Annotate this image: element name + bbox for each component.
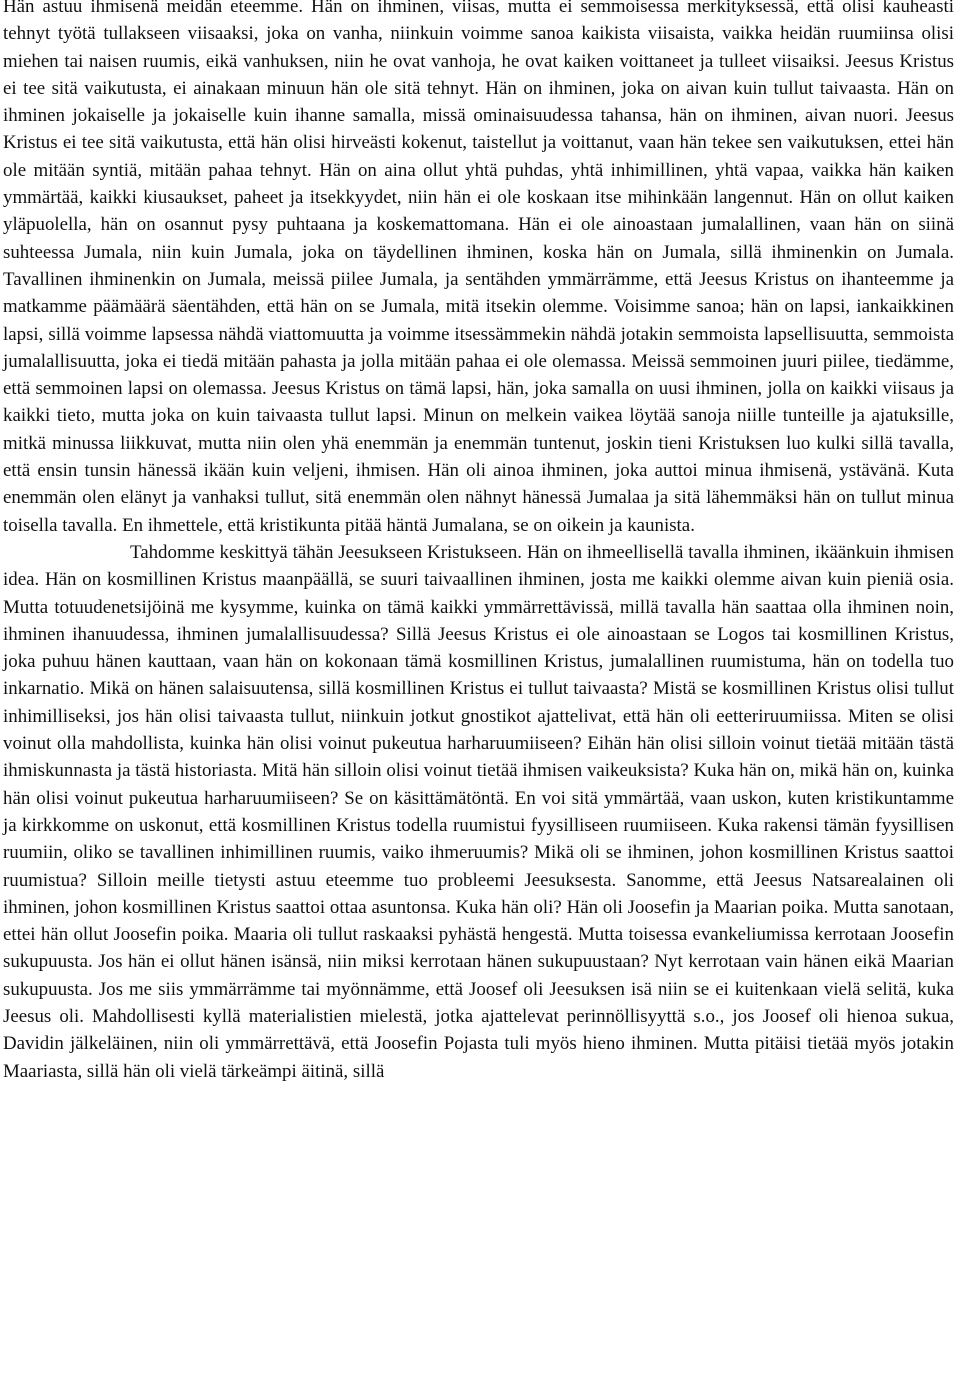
paragraph-1: Hän astuu ihmisenä meidän eteemme. Hän on ihminen, viisas, mutta ei semmoisessa merkityksessä, että olisi kauheasti tehnyt työtä tullakseen viisaaksi, joka on vanha, niinkuin voimme sanoa kaikista viisaista, vaikka heidän ruumiinsa olisi miehen tai naisen ruumis, eikä vanhuksen, niin he ovat vanhoja, he ovat kaiken voittaneet ja tulleet viisaiksi. Jeesus Kristus ei tee sitä vaikutusta, ei ainakaan minuun hän ole sitä tehnyt. Hän on ihminen, joka on aivan kuin tullut taivaasta. Hän on ihminen jokaiselle ja jokaiselle kuin ihanne samalla, missä ominaisuudessa tahansa, hän on ihminen, aivan nuori. Jeesus Kristus ei tee sitä vaikutusta, että hän olisi hirveästi kokenut, taistellut ja voittanut, vaan hän tekee sen vaikutuksen, ettei hän ole mitään syntiä, mitään pahaa tehnyt. Hän on aina ollut yhtä puhdas, yhtä inhimillinen, yhtä vapaa, vaikka hän kaiken ymmärtää, kaikki kiusaukset, paheet ja itsekkyydet, niin hän ei ole koskaan itse mihinkään langennut. Hän on ollut kaiken yläpuolella, hän on osannut pysy puhtaana ja koskemattomana. Hän ei ole ainoastaan jumalallinen, vaan hän on siinä suhteessa Jumala, niin kuin Jumala, joka on täydellinen ihminen, koska hän on Jumala, sillä ihminenkin on Jumala. Tavallinen ihminenkin on Jumala, meissä piilee Jumala, ja sentähden ymmärrämme, että Jeesus Kristus on ihanteemme ja matkamme päämäärä säentähden, että hän on se Jumala, mitä itsekin olemme. Voisimme sanoa; hän on lapsi, iankaikkinen lapsi, sillä voimme lapsessa nähdä viattomuutta ja voimme itsessämmekin nähdä jotakin semmoista lapsellisuutta, semmoista jumalallisuutta, joka ei tiedä mitään pahasta ja jolla mitään pahaa ei ole olemassa. Meissä semmoinen juuri piilee, tiedämme, että semmoinen lapsi on olemassa. Jeesus Kristus on tämä lapsi, hän, joka samalla on uusi ihminen, jolla on kaikki viisaus ja kaikki tieto, mutta joka on kuin taivaasta tullut lapsi. Minun on melkein vaikea löytää sanoja niille tunteille ja ajatuksille, mitkä minussa liikkuvat, mutta niin olen yhä enemmän ja enemmän tuntenut, joskin tieni Kristuksen luo kulki sillä tavalla, että ensin tunsin hänessä ikään kuin veljeni, ihmisen. Hän oli ainoa ihminen, joka auttoi minua ihmisenä, ystävänä. Kuta enemmän olen elänyt ja vanhaksi tullut, sitä enemmän olen nähnyt hänessä Jumalaa ja sitä lähemmäksi hän on tullut minua toisella tavalla. En ihmettele, että kristikunta pitää häntä Jumalana, se on oikein ja kaunista. [3,0,954,536]
paragraph-2: Tahdomme keskittyä tähän Jeesukseen Kristukseen. Hän on ihmeellisellä tavalla ihminen, ikäänkuin ihmisen idea. Hän on kosmillinen Kristus maanpäällä, se suuri taivaallinen ihminen, josta me kaikki olemme aivan kuin pieniä osia. Mutta totuudenetsijöinä me kysymme, kuinka on tämä kaikki ymmärrettävissä, millä tavalla hän saattaa olla ihminen noin, ihminen ihanuudessa, ihminen jumalallisuudessa? Sillä Jeesus Kristus ei ole ainoastaan se Logos tai kosmillinen Kristus, joka puhuu hänen kauttaan, vaan hän on kokonaan tämä kosmillinen Kristus, jumalallinen ruumistuma, hän on todella tuo inkarnatio. Mikä on hänen salaisuutensa, sillä kosmillinen Kristus ei tullut taivaasta? Mistä se kosmillinen Kristus olisi tullut inhimilliseksi, jos hän olisi taivaasta tullut, niinkuin jotkut gnostikot ajattelivat, että hän oli eetteriruumiissa. Miten se olisi voinut olla mahdollista, kuinka hän olisi voinut pukeutua harharuumiiseen? Eihän hän olisi silloin voinut tietää mitään tästä ihmiskunnasta ja tästä historiasta. Mitä hän silloin olisi voinut tietää ihmisen vaikeuksista? Kuka hän on, mikä hän on, kuinka hän olisi voinut pukeutua harharuumiiseen? Se on käsittämätöntä. En voi sitä ymmärtää, vaan uskon, kuten kristikuntamme ja kirkkomme on uskonut, että kosmillinen Kristus todella ruumistui fyysilliseen ruumiiseen. Kuka rakensi tämän fyysillisen ruumiin, oliko se tavallinen inhimillinen ruumis, vaiko ihmeruumis? Mikä oli se ihminen, johon kosmillinen Kristus saattoi ruumistua? Silloin meille tietysti astuu eteemme tuo probleemi Jeesuksesta. Sanomme, että Jeesus Natsarealainen oli ihminen, johon kosmillinen Kristus saattoi ottaa asuntonsa. Kuka hän oli? Hän oli Joosefin ja Maarian poika. Mutta sanotaan, ettei hän ollut Joosefin poika. Maaria oli tullut raskaaksi pyhästä hengestä. Mutta toisessa evankeliumissa kerrotaan Joosefin sukupuusta. Jos hän ei ollut hänen isänsä, niin miksi kerrotaan hänen sukupuustaan? Nyt kerrotaan vain hänen eikä Maarian sukupuusta. Jos me siis ymmärrämme tai myönnämme, että Joosef oli Jeesuksen isä niin se ei kuitenkaan vielä selitä, kuka Jeesus oli. Mahdollisesti kyllä materialistien mielestä, jotka ajattelevat perinnöllisyyttä s.o., jos Joosef oli hienoa sukua, Davidin jälkeläinen, niin oli ymmärrettävä, että Joosefin Pojasta tuli myös hieno ihminen. Mutta pitäisi tietää myös jotakin Maariasta, sillä hän oli vielä tärkeämpi äitinä, sillä [3,541,954,1082]
